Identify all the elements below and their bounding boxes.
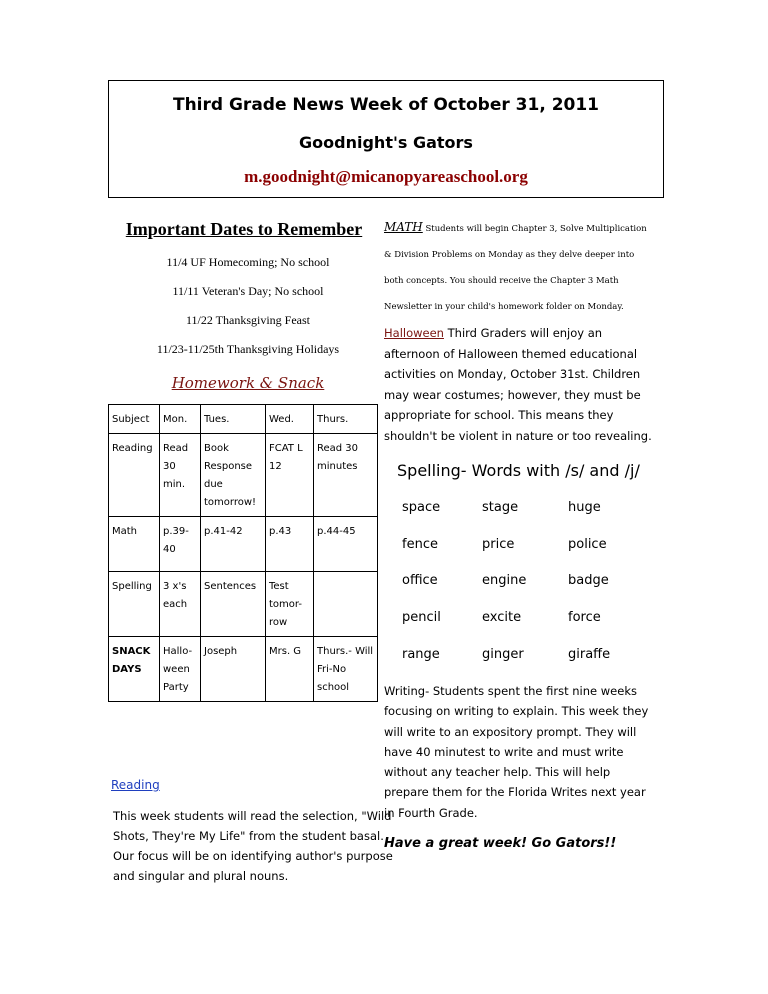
table-cell: Thurs.- Will Fri-No school bbox=[314, 637, 378, 702]
spelling-word: space bbox=[402, 500, 441, 515]
spelling-word: giraffe bbox=[568, 647, 611, 662]
table-row bbox=[109, 637, 378, 702]
table-cell: p.41-42 bbox=[201, 517, 266, 572]
table-cell: Reading bbox=[109, 434, 160, 517]
spelling-word: engine bbox=[482, 573, 527, 588]
spelling-word: huge bbox=[568, 500, 601, 515]
table-header-row bbox=[109, 405, 378, 434]
table-row bbox=[109, 517, 378, 572]
date-item: 11/23-11/25th Thanksgiving Holidays bbox=[156, 342, 340, 356]
teacher-email: m.goodnight@micanopyareaschool.org bbox=[244, 167, 528, 186]
spelling-word: office bbox=[402, 573, 438, 588]
table-cell: p.43 bbox=[266, 517, 314, 572]
spelling-word: pencil bbox=[402, 610, 441, 625]
table-cell: 3 x's each bbox=[160, 572, 201, 637]
math-heading: MATH bbox=[384, 220, 423, 234]
halloween-paragraph bbox=[384, 323, 656, 446]
spelling-word: force bbox=[568, 610, 601, 625]
spelling-word: excite bbox=[482, 610, 522, 625]
reading-paragraph: This week students will read the selection, "Wild Shots, They're My Life" from the student basal. Our focus will be on identifying author's purpose and singular and plural nouns. bbox=[113, 809, 393, 883]
spelling-word: police bbox=[568, 537, 607, 552]
column-header: Tues. bbox=[201, 405, 266, 434]
column-header: Thurs. bbox=[314, 405, 378, 434]
dates-heading: Important Dates to Remember bbox=[125, 219, 363, 239]
table-row bbox=[109, 572, 378, 637]
halloween-text: Third Graders will enjoy an afternoon of Halloween themed educational activities on Monday, October 31st. Children may wear costumes; however, they must be appropriate for school. This means they shouldn't be violent in nature or too revealing. bbox=[384, 326, 652, 443]
column-header: Mon. bbox=[160, 405, 201, 434]
halloween-heading: Halloween bbox=[384, 326, 444, 340]
spelling-word: stage bbox=[482, 500, 519, 515]
date-item: 11/4 UF Homecoming; No school bbox=[166, 255, 330, 269]
table-cell: Hallo-ween Party bbox=[160, 637, 201, 702]
table-cell: Spelling bbox=[109, 572, 160, 637]
spelling-word: badge bbox=[568, 573, 609, 588]
reading-heading: Reading bbox=[111, 778, 160, 792]
spelling-word: fence bbox=[402, 537, 438, 552]
table-cell: FCAT L 12 bbox=[266, 434, 314, 517]
date-item: 11/22 Thanksgiving Feast bbox=[186, 313, 310, 327]
column-header: Subject bbox=[109, 405, 160, 434]
spelling-word: range bbox=[402, 647, 440, 662]
writing-paragraph: Writing- Students spent the first nine weeks focusing on writing to explain. This week they will write to an expository prompt. They will have 40 minutest to write and must write without any teacher help. This will help prepare them for the Florida Writes next year in Fourth Grade. bbox=[384, 684, 649, 820]
table-row bbox=[109, 434, 378, 517]
homework-table bbox=[108, 404, 378, 702]
newsletter-title: Third Grade News Week of October 31, 2011 bbox=[172, 95, 600, 115]
spelling-heading: Spelling- Words with /s/ and /j/ bbox=[397, 461, 640, 480]
closing-message: Have a great week! Go Gators!! bbox=[384, 836, 617, 851]
class-name: Goodnight's Gators bbox=[299, 133, 473, 152]
homework-heading: Homework & Snack bbox=[171, 374, 325, 392]
math-paragraph bbox=[384, 214, 656, 320]
table-cell: Read 30 minutes bbox=[314, 434, 378, 517]
spelling-word: ginger bbox=[482, 647, 524, 662]
newsletter-header bbox=[108, 80, 664, 198]
table-cell: Book Response due tomorrow! bbox=[201, 434, 266, 517]
table-cell: SNACK DAYS bbox=[109, 637, 160, 702]
table-cell: p.44-45 bbox=[314, 517, 378, 572]
date-item: 11/11 Veteran's Day; No school bbox=[172, 284, 324, 298]
column-header: Wed. bbox=[266, 405, 314, 434]
math-text: Students will begin Chapter 3, Solve Multiplication & Division Problems on Monday as they delve deeper into both concepts. You should receive the Chapter 3 Math Newsletter in your child's homework folder on Monday. bbox=[384, 224, 647, 312]
table-cell: Mrs. G bbox=[266, 637, 314, 702]
spelling-word: price bbox=[482, 537, 515, 552]
table-cell: p.39-40 bbox=[160, 517, 201, 572]
table-cell: Joseph bbox=[201, 637, 266, 702]
table-cell: Sentences bbox=[201, 572, 266, 637]
table-cell bbox=[314, 572, 378, 637]
table-cell: Math bbox=[109, 517, 160, 572]
table-cell: Read 30 min. bbox=[160, 434, 201, 517]
table-cell: Test tomor-row bbox=[266, 572, 314, 637]
